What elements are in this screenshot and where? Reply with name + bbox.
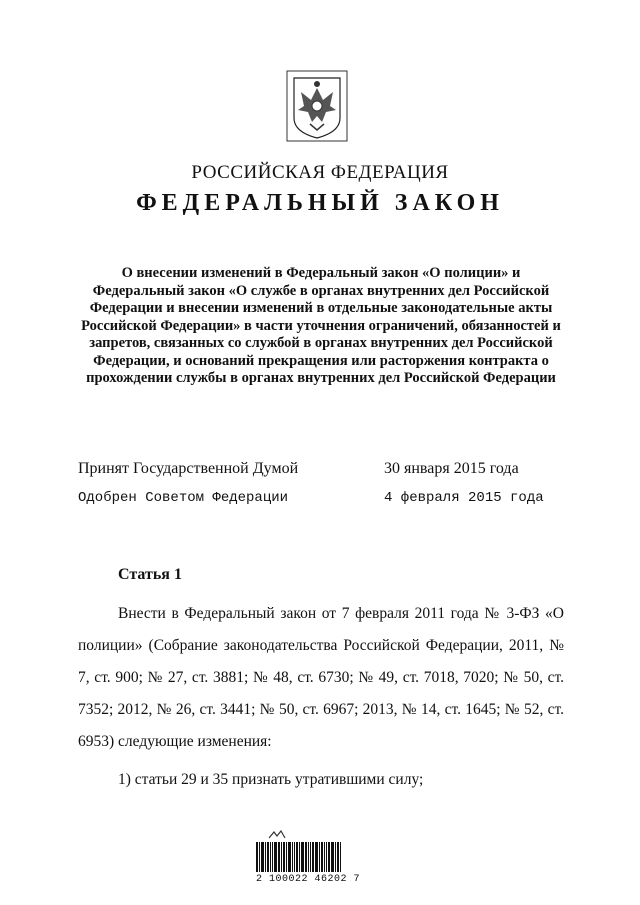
article-1-heading: Статья 1 (118, 566, 182, 583)
barcode-block (256, 830, 366, 885)
coat-of-arms-emblem (286, 70, 348, 142)
document-type-title: ФЕДЕРАЛЬНЫЙ ЗАКОН (136, 190, 504, 216)
barcode-number: 2 100022 46202 7 (256, 874, 361, 885)
duma-adoption-date: 30 января 2015 года (384, 460, 519, 477)
article-1-item-1: 1) статьи 29 и 35 признать утратившими силу; (118, 771, 424, 788)
law-title: О внесении изменений в Федеральный закон «О полиции» и Федеральный закон «О службе в органах внутренних дел Российской Федерации и внесении изменений в отдельные законодательные акты Российской Федерации» в части уточнения ограничений, обязанностей и запретов, связанных со службой в органах внутренних дел Российской Федерации, и оснований прекращения или расторжения контракта о прохождении службы в органах внутренних дел Российской Федерации (81, 265, 561, 386)
council-approval-label: Одобрен Советом Федерации (78, 490, 289, 506)
country-name: РОССИЙСКАЯ ФЕДЕРАЦИЯ (191, 162, 449, 183)
council-approval-row (78, 490, 558, 506)
stamp-mark-icon (268, 830, 286, 840)
barcode-icon (256, 842, 366, 872)
council-approval-date: 4 февраля 2015 года (384, 490, 544, 506)
duma-adoption-row (78, 460, 558, 478)
article-1-intro-paragraph: Внести в Федеральный закон от 7 февраля 2011 года № 3-ФЗ «О полиции» (Собрание законодательства Российской Федерации, 2011, № 7, ст. 900; № 27, ст. 3881; № 48, ст. 6730; № 49, ст. 7018, 7020; № 50, ст. 7352; 2012, № 26, ст. 3441; № 50, ст. 6967; 2013, № 14, ст. 1645; № 52, ст. 6953) следующие изменения: (78, 605, 564, 750)
duma-adoption-label: Принят Государственной Думой (78, 460, 299, 477)
